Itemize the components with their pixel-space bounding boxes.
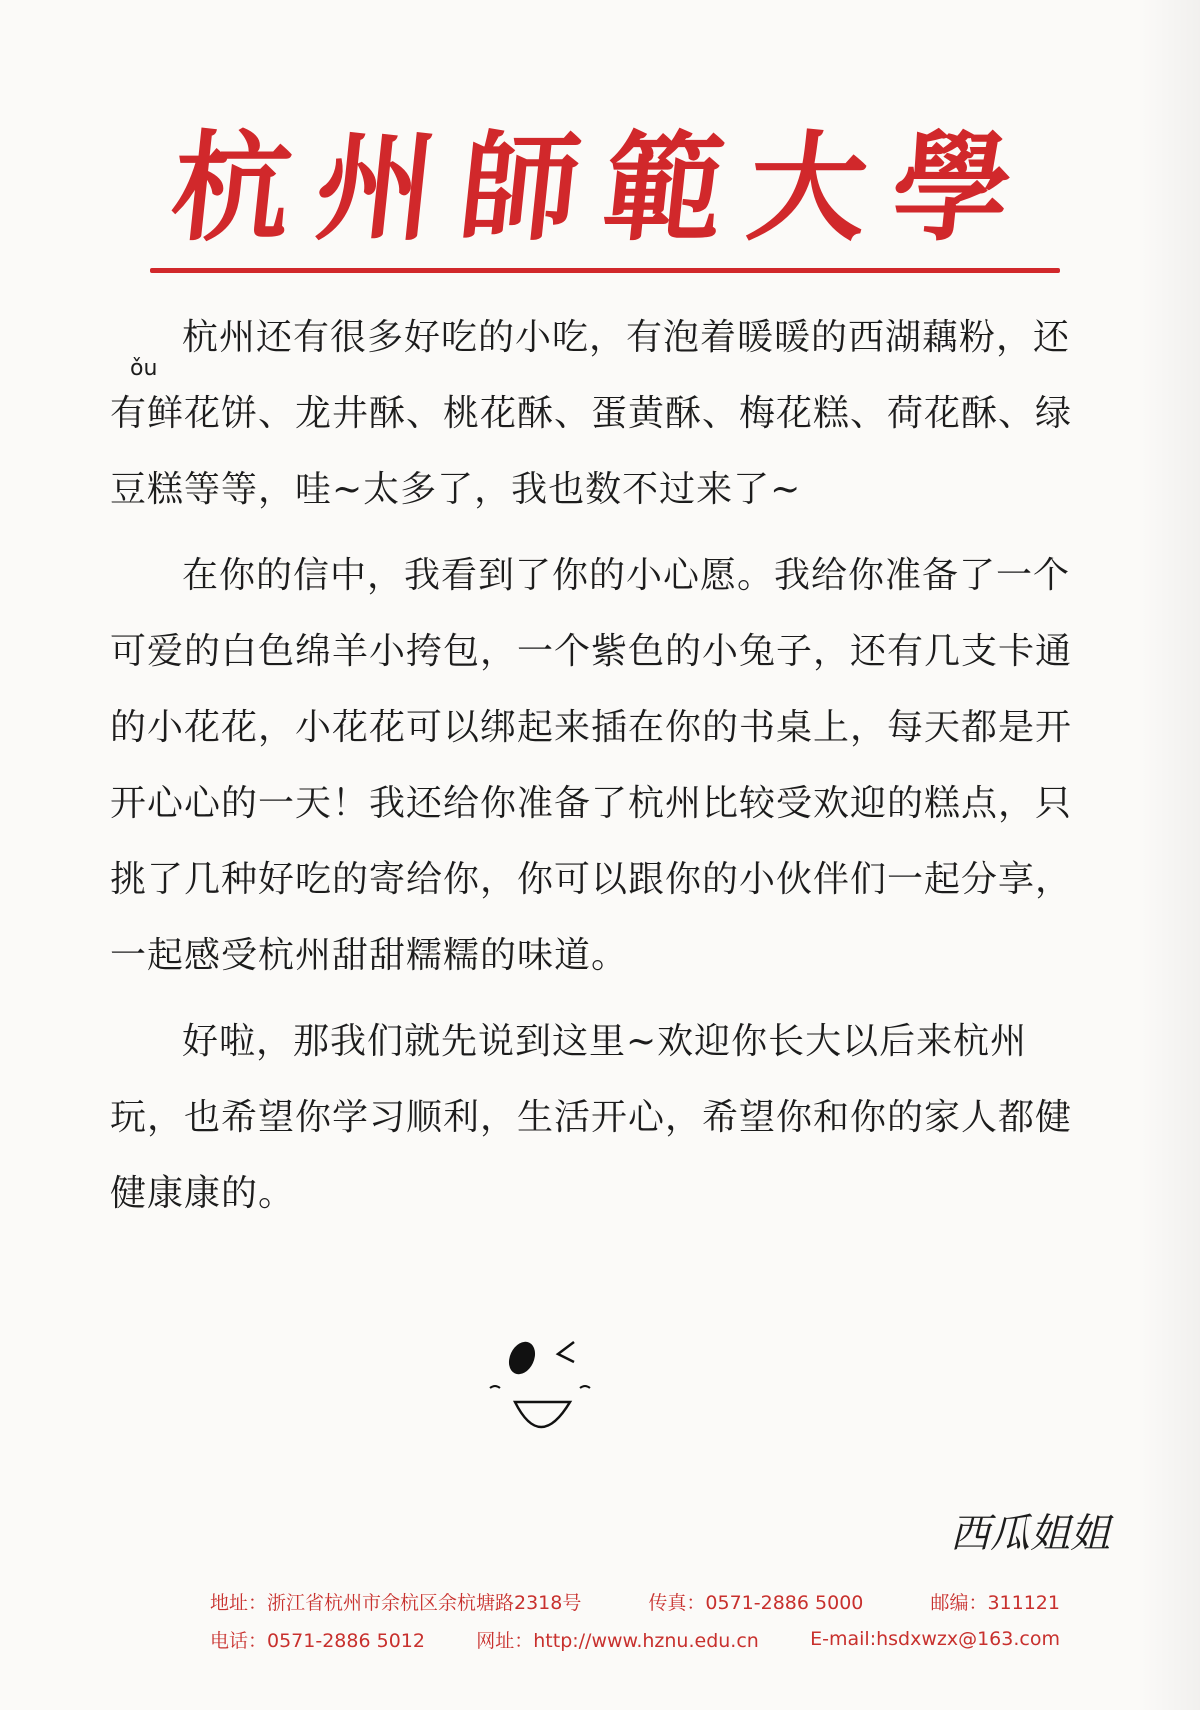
footer-phone: 电话：0571-2886 5012 (210, 1629, 425, 1652)
letterhead-footer (210, 1582, 1060, 1658)
footer-postcode: 邮编：311121 (930, 1591, 1060, 1614)
footer-address: 地址：浙江省杭州市余杭区余杭塘路2318号 (210, 1591, 582, 1614)
smiley-face-doodle-icon (470, 1330, 610, 1450)
letter-paragraph-3: 好啦，那我们就先说到这里~欢迎你长大以后来杭州玩，也希望你学习顺利，生活开心，希望你和你的家人都健健康康的。 (110, 1021, 1073, 1214)
pinyin-annotation: ǒu (130, 356, 158, 381)
footer-fax: 传真：0571-2886 5000 (648, 1591, 864, 1614)
letterhead (150, 118, 1060, 268)
school-name: 杭州師範大學 (165, 118, 1045, 257)
letter-paragraph-1: 杭州还有很多好吃的小吃，有泡着暖暖的西湖藕粉，还有鲜花饼、龙井酥、桃花酥、蛋黄酥、梅花糕、荷花酥、绿豆糕等等，哇~太多了，我也数不过来了~ (110, 317, 1073, 510)
paper-crease-shadow (1140, 0, 1200, 1710)
letter-body (110, 300, 1090, 1242)
signature: 西瓜姐姐 (950, 1511, 1110, 1557)
letter-paragraph-2: 在你的信中，我看到了你的小心愿。我给你准备了一个可爱的白色绵羊小挎包，一个紫色的小兔子，还有几支卡通的小花花，小花花可以绑起来插在你的书桌上，每天都是开开心心的一天！我还给你准备了杭州比较受欢迎的糕点，只挑了几种好吃的寄给你，你可以跟你的小伙伴们一起分享，一起感受杭州甜甜糯糯的味道。 (110, 555, 1073, 976)
letterhead-divider (150, 268, 1060, 273)
footer-website-link[interactable]: 网址：http://www.hznu.edu.cn (476, 1629, 759, 1652)
footer-email-link[interactable]: E-mail:hsdxwzx@163.com (810, 1628, 1060, 1650)
